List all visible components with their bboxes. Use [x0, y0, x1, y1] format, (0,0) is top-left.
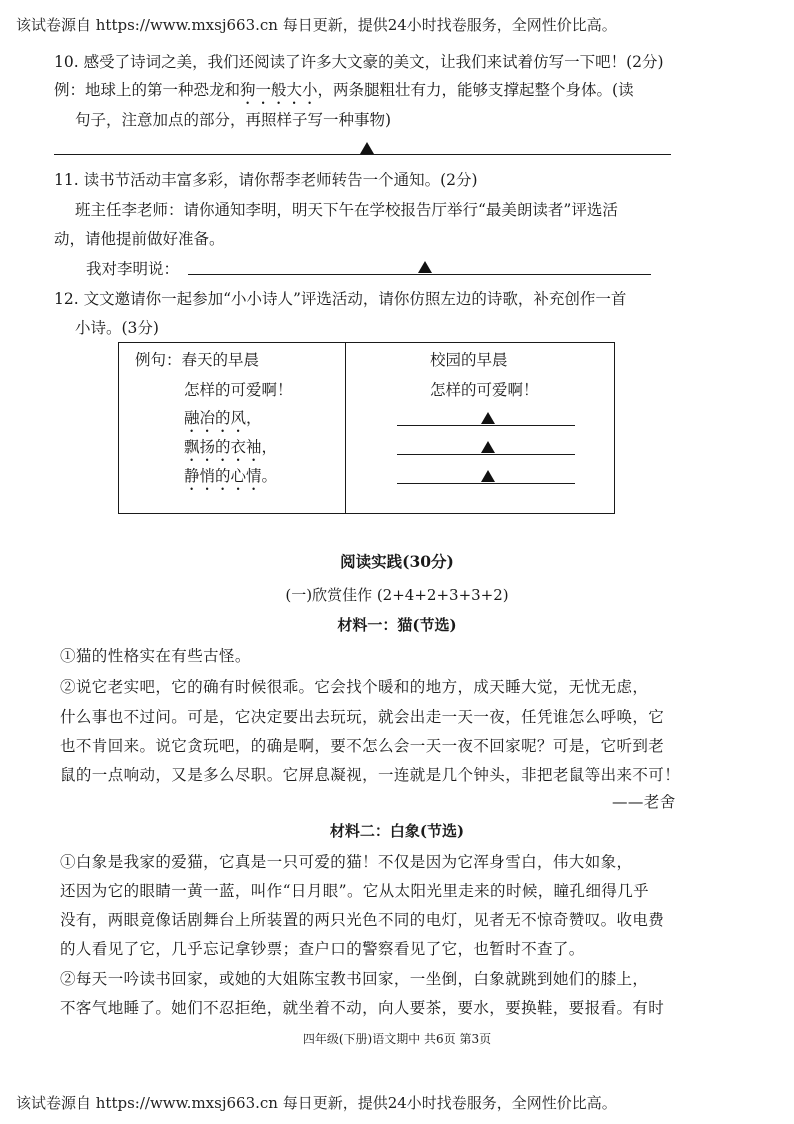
material-two-paragraph: 的人看见了它，几乎忘记拿钞票；查户口的警察看见了它，也暂时不查了。: [60, 940, 585, 958]
student-poem-line: 怎样的可爱啊！: [430, 381, 539, 399]
q11-answer-line[interactable]: [188, 274, 651, 275]
material-two-paragraph: 没有，两眼竟像话剧舞台上所装置的两只光色不同的电灯，见者无不惊奇赞叹。收电费: [60, 911, 665, 929]
example-poem-line: 飘扬的衣袖，: [184, 438, 278, 456]
q10-instruction: 句子，注意加点的部分，再照样子写一种事物): [75, 111, 392, 129]
q12-points: 小诗。(3分): [75, 319, 159, 337]
section-title: 阅读实践(30分): [340, 552, 454, 571]
poem-answer-line[interactable]: [397, 425, 575, 426]
q10-example-emphasis: 狗一般大小: [240, 81, 318, 99]
page-footer: 四年级(下册)语文期中 共6页 第3页: [302, 1032, 492, 1046]
subsection-title: (一)欣赏佳作 (2+4+2+3+3+2): [285, 586, 509, 604]
material-one-title: 材料一：猫(节选): [337, 616, 457, 634]
material-one-author: ——老舍: [612, 793, 676, 811]
material-two-paragraph: ①白象是我家的爱猫，它真是一只可爱的猫！不仅是因为它浑身雪白，伟大如象，: [60, 853, 633, 871]
site-footer-text: 该试卷源自 https://www.mxsj663.cn 每日更新，提供24小时找卷服务，全网性价比高。: [16, 1094, 617, 1112]
material-one-paragraph: 什么事也不过问。可是，它决定要出去玩玩，就会出走一天一夜，任凭谁怎么呼唤，它: [60, 708, 665, 726]
answer-marker-icon: [481, 470, 495, 482]
poem-answer-line[interactable]: [397, 454, 575, 455]
example-poem-title: 例句：春天的早晨: [135, 351, 260, 369]
material-one-paragraph: ①猫的性格实在有些古怪。: [60, 647, 251, 665]
q10-prompt: 10. 感受了诗词之美，我们还阅读了许多大文豪的美文，让我们来试着仿写一下吧！(2分): [54, 53, 664, 71]
material-one-paragraph: 也不肯回来。说它贪玩吧，的确是啊，要不怎么会一天一夜不回家呢？可是，它听到老: [60, 737, 665, 755]
material-one-paragraph: 鼠的一点响动，又是多么尽职。它屏息凝视，一连就是几个钟头，非把老鼠等出来不可！: [60, 766, 681, 784]
material-two-paragraph: 不客气地睡了。她们不忍拒绝，就坐着不动，向人要茶，要水，要换鞋，要报看。有时: [60, 999, 665, 1017]
q10-example: [54, 80, 634, 108]
poem-answer-line[interactable]: [397, 483, 575, 484]
example-poem-line: 融冶的风，: [184, 409, 262, 427]
q10-answer-line[interactable]: [54, 154, 671, 155]
q10-example-prefix: 例：地球上的第一种恐龙和: [54, 81, 241, 99]
q11-notice-line2: 动，请他提前做好准备。: [54, 230, 225, 248]
material-two-paragraph: 还因为它的眼睛一黄一蓝，叫作“日月眼”。它从太阳光里走来的时候，瞳孔细得几乎: [60, 882, 650, 900]
example-poem-line: 静悄的心情。: [184, 467, 278, 485]
example-poem-line: 怎样的可爱啊！: [184, 381, 293, 399]
answer-marker-icon: [418, 261, 432, 273]
q11-notice-line1: 班主任李老师：请你通知李明，明天下午在学校报告厅举行“最美朗读者”评选活: [75, 201, 618, 219]
material-two-paragraph: ②每天一吟读书回家，或她的大姐陈宝教书回家，一坐倒，白象就跳到她们的膝上，: [60, 970, 649, 988]
q12-prompt: 12. 文文邀请你一起参加“小小诗人”评选活动，请你仿照左边的诗歌，补充创作一首: [54, 290, 627, 308]
site-header-text: 该试卷源自 https://www.mxsj663.cn 每日更新，提供24小时找卷服务，全网性价比高。: [16, 16, 617, 34]
q11-answer-label: 我对李明说：: [86, 260, 180, 278]
answer-marker-icon: [481, 412, 495, 424]
q10-example-suffix: ，两条腿粗壮有力，能够支撑起整个身体。(读: [317, 81, 634, 99]
material-one-paragraph: ②说它老实吧，它的确有时候很乖。它会找个暖和的地方，成天睡大觉，无忧无虑，: [60, 678, 649, 696]
answer-marker-icon: [481, 441, 495, 453]
q11-prompt: 11. 读书节活动丰富多彩，请你帮李老师转告一个通知。(2分): [54, 171, 478, 189]
poem-table-divider: [345, 342, 346, 514]
material-two-title: 材料二：白象(节选): [329, 822, 465, 840]
student-poem-title: 校园的早晨: [430, 351, 508, 369]
answer-marker-icon: [360, 142, 374, 154]
